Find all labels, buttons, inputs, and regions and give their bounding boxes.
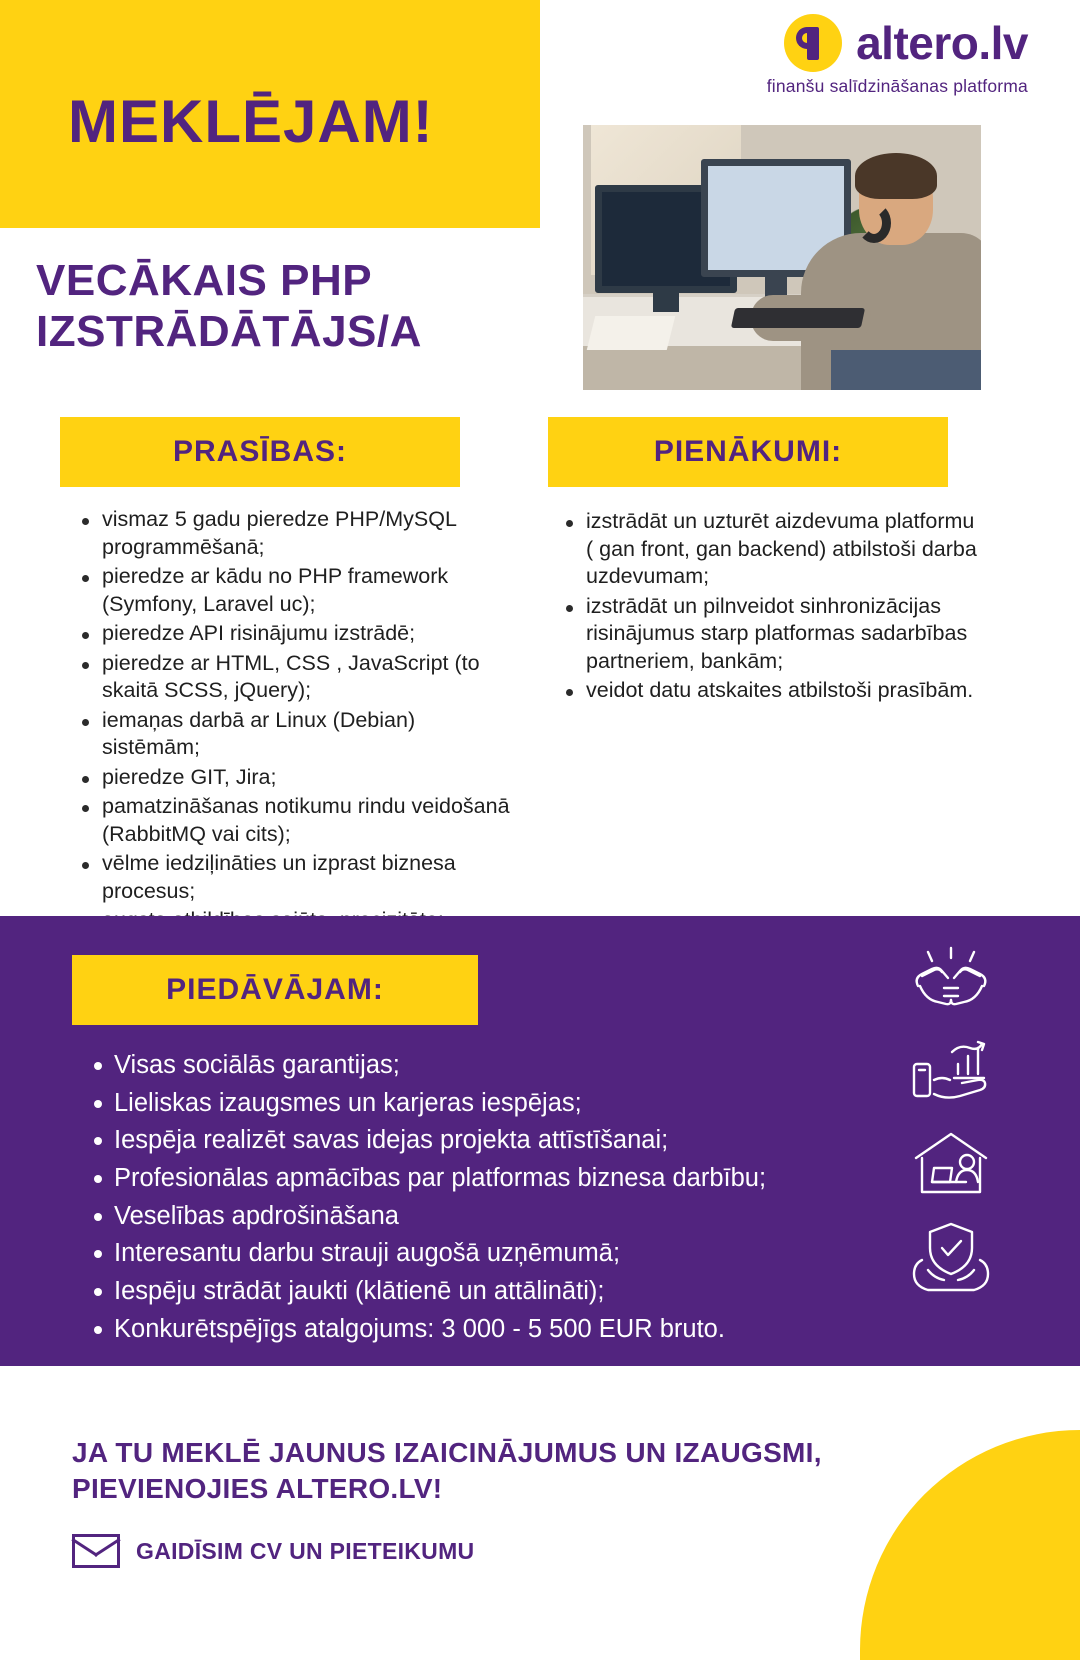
list-item: pieredze GIT, Jira; [76,764,516,792]
list-item: vēlme iedziļināties un izprast biznesa procesus; [76,850,516,905]
office-photo [583,125,981,390]
list-item: izstrādāt un pilnveidot sinhronizācijas risinājumus starp platformas sadarbības partneriem, bankām; [560,593,980,676]
envelope-icon [72,1534,120,1568]
list-item: Lieliskas izaugsmes un karjeras iespējas; [88,1086,818,1122]
list-item: Iespēju strādāt jaukti (klātienē un attālināti); [88,1274,818,1310]
list-item: izstrādāt un uzturēt aizdevuma platformu ( gan front, gan backend) atbilstoši darba uzdevumam; [560,508,980,591]
list-item: Konkurētspējīgs atalgojums: 3 000 - 5 500 EUR bruto. [88,1312,818,1348]
list-item: Profesionālas apmācības par platformas biznesa darbību; [88,1161,818,1197]
list-item: pieredze API risinājumu izstrādē; [76,620,516,648]
list-item: Visas sociālās garantijas; [88,1048,818,1084]
altero-logo-icon [784,14,842,72]
list-item: iemaņas darbā ar Linux (Debian) sistēmām; [76,707,516,762]
cv-cta[interactable] [72,1534,474,1568]
requirements-heading: PRASĪBAS: [60,417,460,487]
brand-name: altero.lv [856,17,1028,69]
list-item: pieredze ar kādu no PHP framework (Symfony, Laravel uc); [76,563,516,618]
offer-list [88,1048,818,1350]
list-item: pieredze ar HTML, CSS , JavaScript (to skaitā SCSS, jQuery); [76,650,516,705]
requirements-list [76,506,516,966]
cv-cta-label: GAIDĪSIM CV UN PIETEIKUMU [136,1537,475,1564]
banner-heading: MEKLĒJAM! [68,88,434,155]
list-item: Iespēja realizēt savas idejas projekta attīstīšanai; [88,1123,818,1159]
list-item: Veselības apdrošināšana [88,1199,818,1235]
list-item: pamatzināšanas notikumu rindu veidošanā (RabbitMQ vai cits); [76,793,516,848]
duties-list [560,508,980,707]
fist-bump-icon [908,946,994,1018]
list-item: vismaz 5 gadu pieredze PHP/MySQL programmēšanā; [76,506,516,561]
page-title: VECĀKAIS PHP IZSTRĀDĀTĀJS/A [36,256,422,356]
brand-logo [767,14,1028,97]
list-item: Interesantu darbu strauji augošā uzņēmumā; [88,1236,818,1272]
footer-call-to-action: JA TU MEKLĒ JAUNUS IZAICINĀJUMUS UN IZAUGSMI, PIEVIENOJIES ALTERO.LV! [72,1437,822,1504]
offer-heading: PIEDĀVĀJAM: [72,955,478,1025]
growth-chart-hand-icon [908,1040,994,1108]
shield-care-hands-icon [908,1220,994,1294]
duties-heading: PIENĀKUMI: [548,417,948,487]
offer-icon-column [896,946,1006,1294]
brand-tagline: finanšu salīdzināšanas platforma [766,76,1028,96]
home-office-icon [908,1130,994,1198]
list-item: veidot datu atskaites atbilstoši prasībām. [560,677,980,705]
